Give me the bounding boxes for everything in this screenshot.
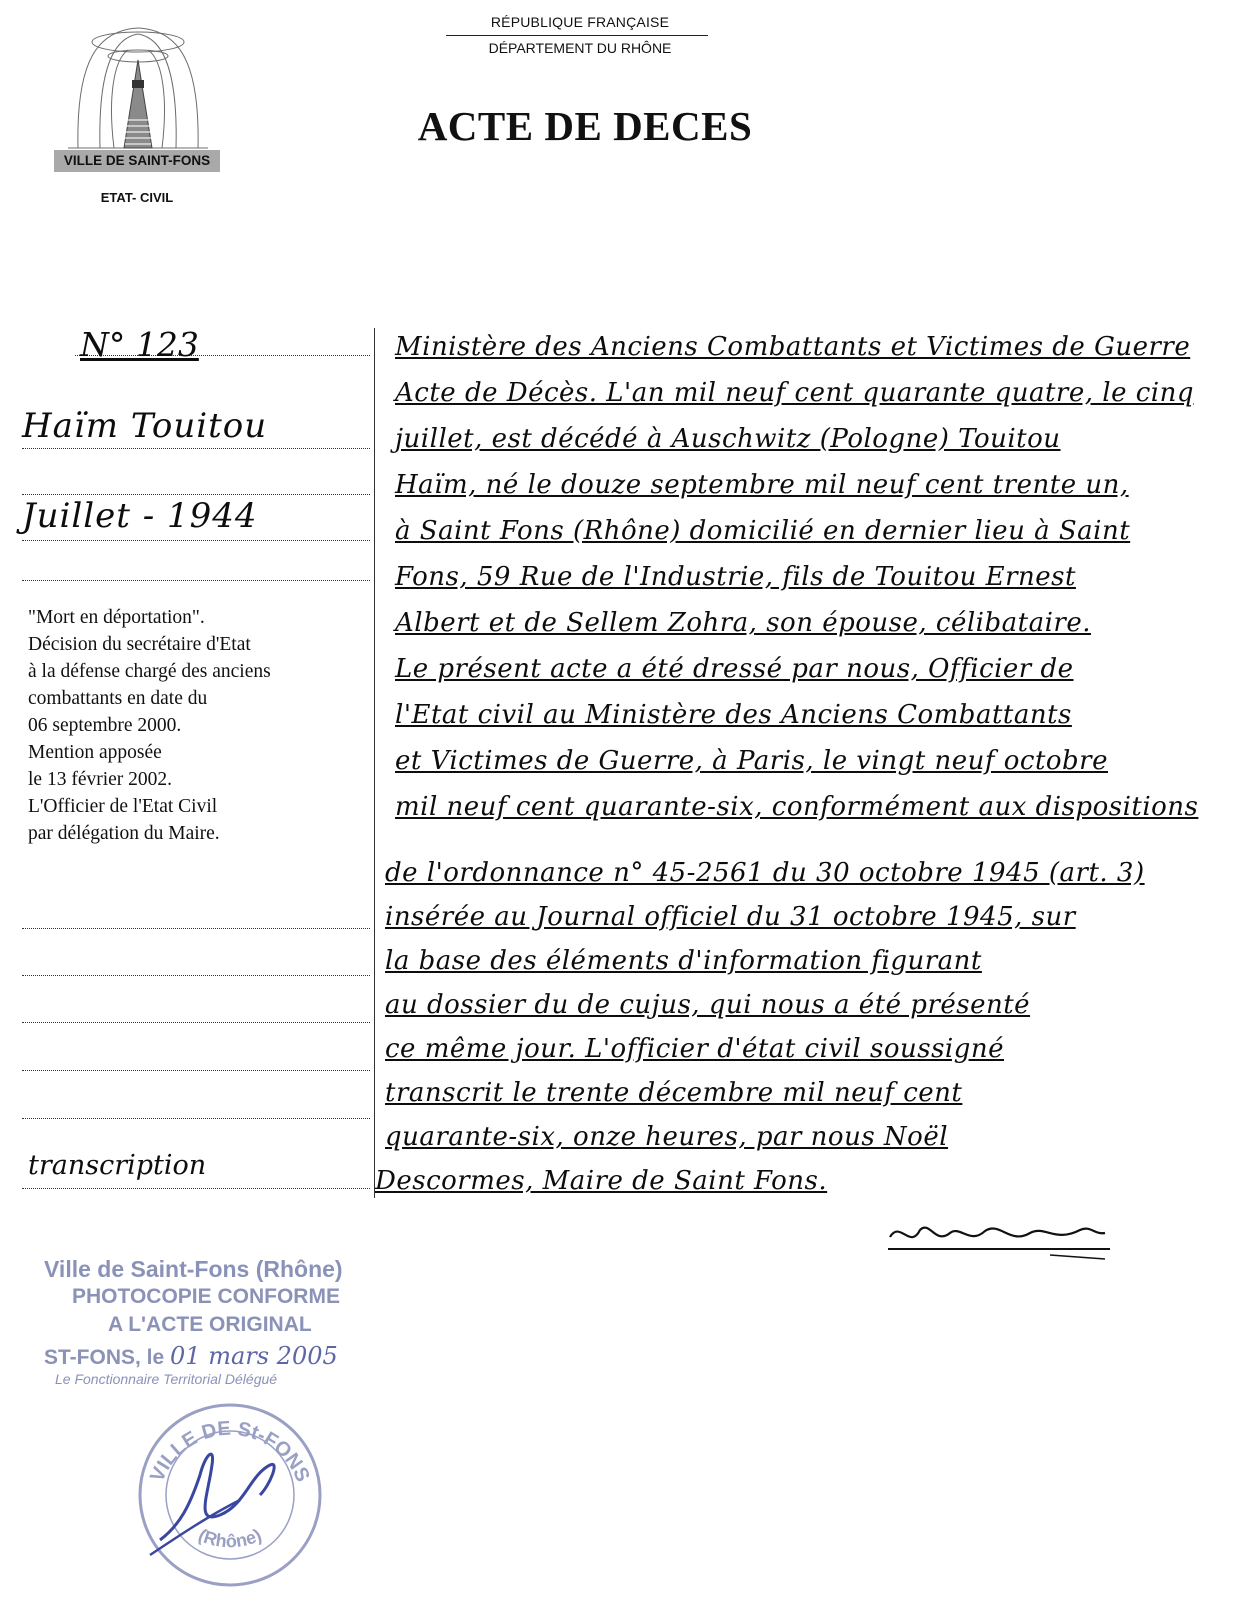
mention-line: Décision du secrétaire d'Etat [28,634,251,655]
body-line: au dossier du de cujus, qui nous a été présenté [385,990,1031,1020]
body-line: Albert et de Sellem Zohra, son épouse, célibataire. [395,608,1091,638]
mention-line: L'Officier de l'Etat Civil [28,796,218,817]
city-seal-icon [120,1385,340,1595]
body-line: Le présent acte a été dressé par nous, Officier de [395,654,1074,684]
mention-line: "Mort en déportation". [28,607,205,628]
margin-rule [22,580,370,581]
republic-heading: RÉPUBLIQUE FRANÇAISE [490,14,670,30]
mention-block [28,604,368,847]
body-line: l'Etat civil au Ministère des Anciens Combattants [395,700,1072,730]
body-line: insérée au Journal officiel du 31 octobre 1945, sur [385,902,1076,932]
body-line: Haïm, né le douze septembre mil neuf cent trente un, [395,470,1129,500]
deceased-name: Haïm Touitou [22,406,268,446]
header-rule [446,35,708,36]
department-heading: DÉPARTEMENT DU RHÔNE [488,40,672,56]
mention-line: le 13 février 2002. [28,769,173,790]
margin-rule [22,540,370,541]
act-number: N° 123 [80,325,199,364]
seal-bottom-text: (Rhône) [195,1524,265,1552]
body-line: mil neuf cent quarante-six, conformément aux dispositions [395,792,1199,822]
stamp-date-line [44,1342,338,1370]
stamp-date: 01 mars 2005 [170,1342,338,1370]
body-line: de l'ordonnance n° 45-2561 du 30 octobre 1945 (art. 3) [385,858,1145,888]
body-line: juillet, est décédé à Auschwitz (Pologne) Touitou [395,424,1061,454]
body-line: Acte de Décès. L'an mil neuf cent quarante quatre, le cinq [395,378,1195,408]
margin-rule [22,1118,370,1119]
stamp-official: Le Fonctionnaire Territorial Délégué [55,1371,278,1387]
margin-rule [22,975,370,976]
svg-text:(Rhône) [196,1525,265,1551]
stamp-original: A L'ACTE ORIGINAL [108,1313,312,1336]
body-line: transcrit le trente décembre mil neuf cent [385,1078,963,1108]
transcription-label: transcription [28,1150,207,1181]
mayor-signature [880,1215,1120,1265]
body-line: Descormes, Maire de Saint Fons. [375,1166,828,1196]
margin-rule [22,448,370,449]
fountain-emblem-icon [58,20,218,162]
margin-rule [22,1070,370,1071]
margin-rule [22,1022,370,1023]
stamp-city: Ville de Saint-Fons (Rhône) [44,1256,343,1282]
margin-rule [22,1188,370,1189]
mention-line: Mention apposée [28,742,162,763]
stamp-certified: PHOTOCOPIE CONFORME [72,1285,340,1308]
etat-civil-label: ETAT- CIVIL [100,190,174,205]
city-banner: VILLE DE SAINT-FONS [54,150,220,172]
body-line: quarante-six, onze heures, par nous Noël [385,1122,949,1152]
stamp-date-prefix: ST-FONS, le [44,1346,165,1369]
document-title: ACTE DE DECES [417,103,753,149]
death-date: Juillet - 1944 [22,496,258,536]
mention-line: par délégation du Maire. [28,823,220,844]
body-line: ce même jour. L'officier d'état civil soussigné [385,1034,1005,1064]
margin-rule [22,928,370,929]
mention-line: combattants en date du [28,688,208,709]
mention-line: 06 septembre 2000. [28,715,182,736]
column-divider [374,328,375,1198]
mention-line: à la défense chargé des anciens [28,661,271,682]
body-line: à Saint Fons (Rhône) domicilié en dernier lieu à Saint [395,516,1131,546]
margin-rule [22,494,370,495]
body-line: la base des éléments d'information figurant [385,946,982,976]
seal-top-text: VILLE DE St-FONS [146,1417,314,1486]
body-line: Ministère des Anciens Combattants et Victimes de Guerre [395,332,1191,362]
body-line: et Victimes de Guerre, à Paris, le vingt neuf octobre [395,746,1108,776]
body-line: Fons, 59 Rue de l'Industrie, fils de Touitou Ernest [395,562,1076,592]
